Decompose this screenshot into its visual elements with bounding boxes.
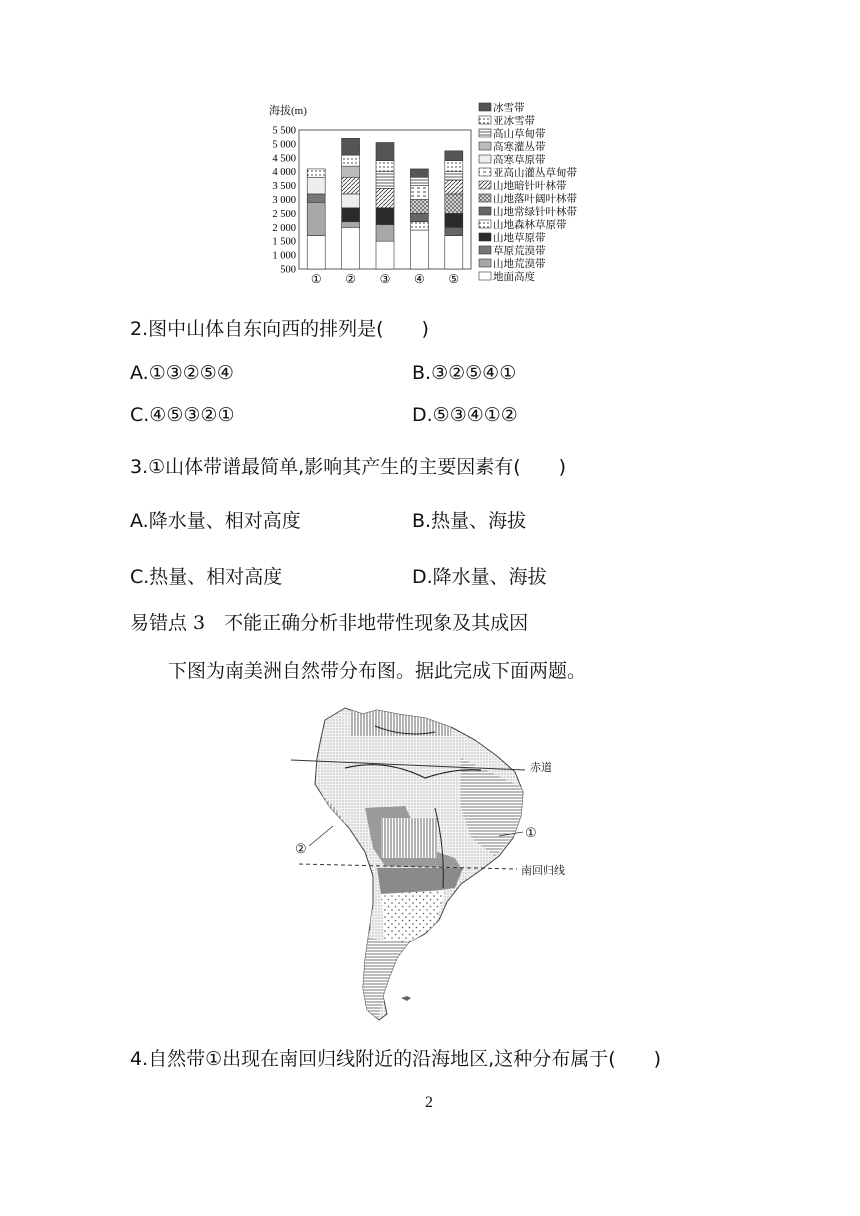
bar-segment	[410, 186, 428, 200]
x-category-label: ③	[379, 272, 391, 286]
bar-segment	[342, 227, 360, 269]
y-tick-label: 4 000	[272, 167, 296, 179]
bar-segment	[376, 241, 394, 269]
q2-option-b: B.③②⑤④①	[412, 362, 517, 384]
bar-segment	[410, 169, 428, 177]
y-tick-label: 1 500	[272, 236, 296, 248]
legend-label: 山地森林草原带	[493, 220, 567, 231]
q3-option-b: B.热量、海拔	[412, 510, 527, 532]
bar-segment	[445, 236, 463, 269]
map-intro-text: 下图为南美洲自然带分布图。据此完成下面两题。	[168, 660, 587, 682]
bar-segment	[445, 213, 463, 227]
bar-segment	[342, 138, 360, 155]
legend-swatch	[479, 168, 491, 176]
legend-swatch	[479, 155, 491, 163]
legend-swatch	[479, 259, 491, 267]
legend-swatch	[479, 129, 491, 137]
y-tick-label: 5 500	[272, 125, 296, 137]
legend-label: 山地暗针叶林带	[493, 181, 567, 192]
y-tick-label: 2 500	[272, 208, 296, 220]
legend-label: 山地荒漠带	[493, 259, 546, 270]
legend-swatch	[479, 116, 491, 124]
y-axis-title: 海拔(m)	[269, 105, 307, 117]
bar-segment	[445, 227, 463, 235]
q2-option-a: A.①③②⑤④	[130, 362, 234, 384]
question-2-stem: 2.图中山体自东向西的排列是( )	[130, 318, 429, 340]
bar-segment	[376, 161, 394, 172]
bar-stacks	[307, 138, 463, 269]
legend-swatch	[479, 194, 491, 202]
bar-segment	[445, 151, 463, 161]
legend-swatch	[479, 142, 491, 150]
legend-swatch	[479, 272, 491, 280]
bar-segment	[376, 172, 394, 189]
legend-label: 高山草甸带	[493, 129, 546, 140]
q3-option-a: A.降水量、相对高度	[130, 510, 301, 532]
x-category-label: ①	[310, 272, 322, 286]
legend-label: 亚冰雪带	[493, 116, 535, 127]
bar-segment	[445, 180, 463, 194]
bar-segment	[410, 222, 428, 230]
island-falklands	[401, 996, 411, 1001]
bar-segment	[307, 194, 325, 202]
marker-1: ①	[525, 825, 537, 840]
bar-segment	[410, 177, 428, 185]
bar-segment	[376, 225, 394, 242]
legend-label: 高寒灌丛带	[493, 142, 546, 153]
y-tick-label: 3 500	[272, 181, 296, 193]
y-tick-label: 2 000	[272, 222, 296, 234]
question-3-stem: 3.①山体带谱最简单,影响其产生的主要因素有( )	[130, 456, 567, 478]
tropic-label: 南回归线	[521, 865, 565, 877]
q3-option-c: C.热量、相对高度	[130, 566, 283, 588]
q3-option-d: D.降水量、海拔	[412, 566, 547, 588]
legend-swatch	[479, 181, 491, 189]
page-number: 2	[425, 1094, 433, 1111]
legend-label: 地面高度	[493, 272, 535, 283]
legend-label: 山地落叶阔叶林带	[493, 194, 577, 205]
bar-segment	[410, 200, 428, 214]
y-tick-label: 500	[280, 264, 296, 276]
zone-central-lines	[381, 818, 437, 858]
south-america-map	[285, 698, 605, 1024]
altitude-belt-chart	[255, 98, 600, 298]
zone-pampas	[381, 890, 445, 944]
bar-segment	[307, 236, 325, 269]
bar-segment	[445, 194, 463, 213]
bar-segment	[445, 161, 463, 172]
legend-swatch	[479, 220, 491, 228]
x-category-label: ⑤	[448, 272, 460, 286]
zone-north-coast	[351, 706, 451, 736]
legend-swatch	[479, 246, 491, 254]
legend-label: 山地草原带	[493, 233, 546, 244]
marker-2: ②	[295, 841, 307, 856]
legend-swatch	[479, 207, 491, 215]
legend-label: 草原荒漠带	[493, 246, 546, 257]
y-tick-label: 4 500	[272, 153, 296, 165]
y-tick-label: 1 000	[272, 250, 296, 262]
bar-segment	[445, 172, 463, 180]
bar-segment	[342, 194, 360, 208]
legend-swatch	[479, 233, 491, 241]
bar-segment	[307, 177, 325, 194]
bar-segment	[376, 188, 394, 207]
legend-label: 亚高山灌丛草甸带	[493, 168, 577, 179]
bar-segment	[342, 177, 360, 194]
bar-segment	[342, 166, 360, 177]
y-tick-label: 5 000	[272, 139, 296, 151]
y-tick-label: 3 000	[272, 195, 296, 206]
q2-option-d: D.⑤③④①②	[412, 404, 518, 426]
x-category-labels	[311, 272, 459, 286]
y-tick-labels	[272, 126, 296, 276]
bar-segment	[376, 143, 394, 161]
legend-label: 冰雪带	[493, 103, 525, 114]
q2-option-c: C.④⑤③②①	[130, 404, 235, 426]
legend-label: 山地常绿针叶林带	[493, 207, 577, 218]
bar-segment	[342, 208, 360, 222]
section-heading: 易错点 3 不能正确分析非地带性现象及其成因	[130, 612, 529, 634]
bar-segment	[376, 208, 394, 225]
equator-label: 赤道	[530, 762, 552, 774]
legend-swatch	[479, 103, 491, 111]
bar-segment	[307, 169, 325, 177]
bar-segment	[307, 202, 325, 235]
question-4-stem: 4.自然带①出现在南回归线附近的沿海地区,这种分布属于( )	[130, 1048, 662, 1070]
x-category-label: ④	[414, 272, 425, 286]
bar-segment	[410, 213, 428, 221]
bar-segment	[342, 155, 360, 166]
marker-2-leader	[309, 826, 333, 846]
chart-legend	[479, 101, 577, 283]
legend-label: 高寒草原带	[493, 155, 546, 166]
bar-segment	[410, 230, 428, 269]
x-category-label: ②	[345, 272, 356, 286]
bar-segment	[342, 222, 360, 228]
